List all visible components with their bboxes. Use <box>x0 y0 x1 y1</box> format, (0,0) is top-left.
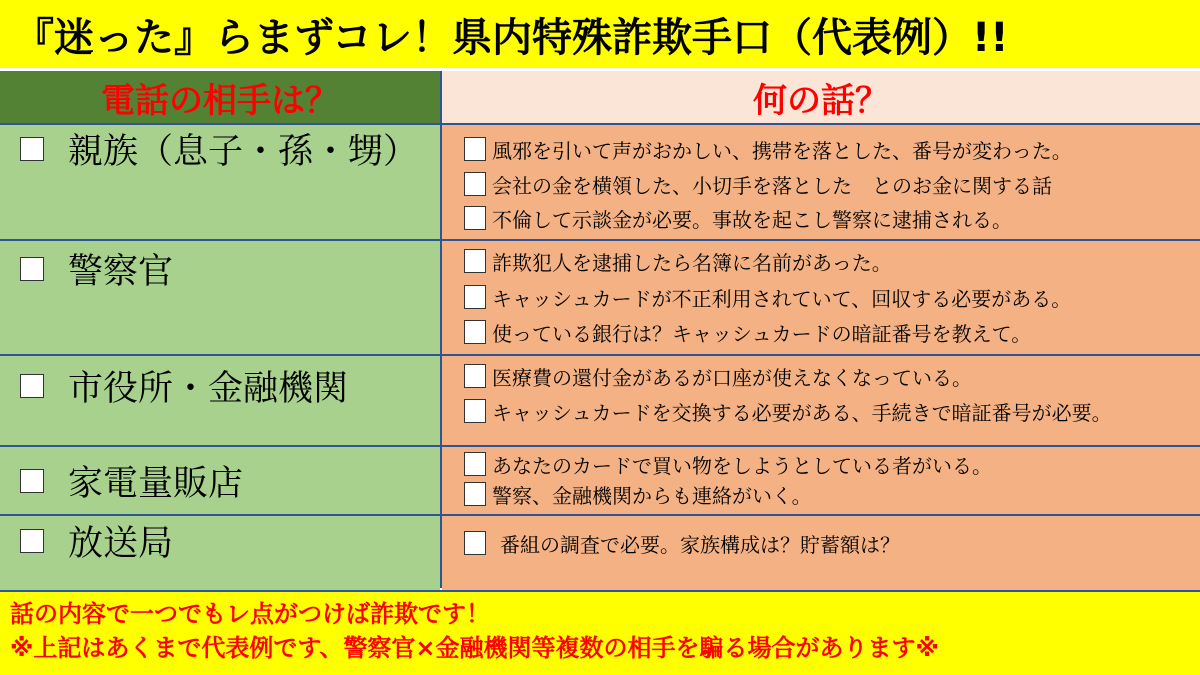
caller-label: 家電量販店 <box>68 464 244 504</box>
checkbox[interactable] <box>464 206 486 230</box>
topic-item <box>464 449 992 479</box>
page-title: 『迷った』らまずコレ！県内特殊詐欺手口（代表例）!! <box>0 0 1200 68</box>
topic-column-header: 何の話？ <box>442 71 1200 123</box>
topic-label: あなたのカードで買い物をしようとしている者がいる。 <box>492 453 992 478</box>
topic-item <box>464 361 972 391</box>
topic-item <box>464 282 1071 312</box>
topic-label: 医療費の還付金があるが口座が使えなくなっている。 <box>492 365 972 390</box>
checkbox[interactable] <box>464 137 486 161</box>
topic-item <box>464 528 900 558</box>
topic-label: 使っている銀行は？キャッシュカードの暗証番号を教えて。 <box>492 321 1032 346</box>
topic-label: キャッシュカードを交換する必要がある、手続きで暗証番号が必要。 <box>492 400 1112 425</box>
caller-label: 放送局 <box>68 524 174 564</box>
checkbox[interactable] <box>20 257 44 281</box>
topic-item <box>464 396 1112 426</box>
footer-warning <box>0 590 1200 675</box>
column-divider <box>440 123 442 588</box>
checkbox[interactable] <box>464 285 486 309</box>
caller-label: 親族（息子・孫・甥） <box>68 132 419 172</box>
topic-item <box>464 169 1052 199</box>
topic-label: 番組の調査で必要。家族構成は？貯蓄額は？ <box>500 532 900 557</box>
caller-item-electronics-store <box>20 458 243 504</box>
topic-label: 会社の金を横領した、小切手を落とした とのお金に関する話 <box>492 173 1052 198</box>
checkbox[interactable] <box>20 529 44 553</box>
checkbox[interactable] <box>464 320 486 344</box>
topic-label: 不倫して示談金が必要。事故を起こし警察に逮捕される。 <box>492 207 1012 232</box>
checkbox[interactable] <box>20 469 44 493</box>
checkbox[interactable] <box>464 399 486 423</box>
checkbox[interactable] <box>464 172 486 196</box>
checkbox[interactable] <box>464 249 486 273</box>
topic-label: 詐欺犯人を逮捕したら名簿に名前があった。 <box>492 250 892 275</box>
footer-line-1: 話の内容で一つでもレ点がつけば詐欺です！ <box>10 600 490 628</box>
topic-item <box>464 134 1072 164</box>
checkbox[interactable] <box>464 482 486 506</box>
caller-label: 市役所・金融機関 <box>68 369 349 409</box>
topic-label: 風邪を引いて声がおかしい、携帯を落とした、番号が変わった。 <box>492 138 1072 163</box>
caller-label: 警察官 <box>68 252 174 292</box>
caller-item-police <box>20 246 173 292</box>
checkbox[interactable] <box>464 531 486 555</box>
topic-item <box>464 479 812 509</box>
footer-line-2: ※上記はあくまで代表例です、警察官×金融機関等複数の相手を騙る場合があります※ <box>10 634 939 662</box>
topic-item <box>464 317 1031 347</box>
checkbox[interactable] <box>20 374 44 398</box>
topic-item <box>464 203 1012 233</box>
topic-label: キャッシュカードが不正利用されていて、回収する必要がある。 <box>492 286 1072 311</box>
topic-item <box>464 246 892 276</box>
caller-column-header: 電話の相手は？ <box>0 71 442 123</box>
caller-item-broadcaster <box>20 518 173 564</box>
topic-label: 警察、金融機関からも連絡がいく。 <box>492 483 812 508</box>
caller-item-relative <box>20 126 418 172</box>
checkbox[interactable] <box>464 452 486 476</box>
caller-item-city-office <box>20 363 348 409</box>
checkbox[interactable] <box>464 364 486 388</box>
checkbox[interactable] <box>20 137 44 161</box>
